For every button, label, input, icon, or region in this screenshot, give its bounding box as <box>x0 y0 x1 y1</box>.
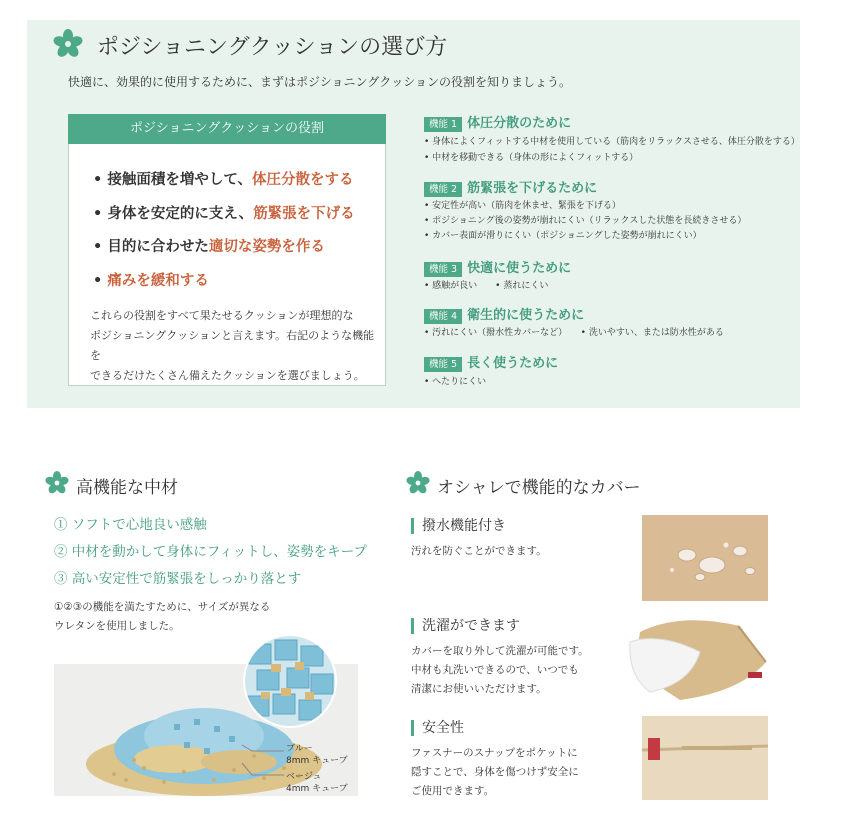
material-point: ① ソフトで心地良い感触 <box>54 517 207 533</box>
function-item: • カバー表面が滑りにくい（ポジショニングした姿勢が崩れにくい） <box>424 231 702 241</box>
cover-feature-title: 洗濯ができます <box>411 618 520 634</box>
legend-lines <box>240 735 290 785</box>
function-2 <box>424 177 597 196</box>
cover-feature-title: 安全性 <box>411 720 464 736</box>
flower-icon <box>44 470 70 496</box>
role-box-text: これらの役割をすべて果たせるクッションが理想的な ポジショニングクッションと言えます。右記のような機能を できるだけたくさん備えたクッションを選びましょう。 <box>90 309 375 382</box>
material-point: ② 中材を動かして身体にフィットし、姿勢をキープ <box>54 544 368 560</box>
cover-feature-desc: ファスナーのスナップをポケットに 隠すことで、身体を傷つけず安全に ご使用できます。 <box>411 747 579 797</box>
material-note: ①②③の機能を満たすために、サイズが異なる ウレタンを使用しました。 <box>54 601 271 632</box>
role-item: • 目的に合わせた適切な姿勢を作る <box>93 239 325 255</box>
function-item: • ポジショニング後の姿勢が崩れにくい（リラックスした状態を長続きさせる） <box>424 216 747 226</box>
material-title: 高機能な中材 <box>76 478 178 498</box>
washable-cover-image <box>620 612 768 704</box>
function-title: 衛生的に使うために <box>467 308 585 323</box>
role-box-header: ポジショニングクッションの役割 <box>68 114 386 144</box>
cover-title: オシャレで機能的なカバー <box>437 478 641 498</box>
function-item: • 安定性が高い（筋肉を休ませ、緊張を下げる） <box>424 201 621 211</box>
function-item: • 身体によくフィットする中材を使用している（筋肉をリラックスさせる、体圧分散をする） <box>424 137 800 147</box>
function-item: • 汚れにくい（撥水性カバーなど） • 洗いやすい、または防水性がある <box>424 328 724 338</box>
legend-blue: ブルー 8mm キューブ <box>286 744 348 766</box>
material-point: ③ 高い安定性で筋緊張をしっかり落とす <box>54 571 302 587</box>
function-item: • 感触が良い • 蒸れにくい <box>424 281 549 291</box>
function-badge: 機能 5 <box>424 357 462 372</box>
zipper-image <box>642 716 768 800</box>
cover-feature-desc: カバーを取り外して洗濯が可能です。 中材も丸洗いできるので、いつでも 清潔にお使いいただけます。 <box>411 645 589 695</box>
page-subtitle: 快適に、効果的に使用するために、まずはポジショニングクッションの役割を知りましょう。 <box>68 75 571 89</box>
legend-beige: ベージュ 4mm キューブ <box>286 772 348 794</box>
function-badge: 機能 1 <box>424 117 462 132</box>
function-title: 体圧分散のために <box>467 116 572 131</box>
function-4 <box>424 304 584 323</box>
function-title: 長く使うために <box>467 356 559 371</box>
function-title: 筋緊張を下げるために <box>467 181 598 196</box>
role-item: • 身体を安定的に支え、筋緊張を下げる <box>93 206 355 222</box>
role-item: • 接触面積を増やして、体圧分散をする <box>93 172 354 188</box>
function-item: • 中材を移動できる（身体の形によくフィットする） <box>424 153 639 163</box>
page-title: ポジショニングクッションの選び方 <box>97 35 448 60</box>
function-title: 快適に使うために <box>467 261 572 276</box>
function-badge: 機能 3 <box>424 262 462 277</box>
function-badge: 機能 4 <box>424 309 462 324</box>
role-item: • 痛みを緩和する <box>93 273 209 289</box>
function-5 <box>424 352 558 371</box>
flower-icon <box>52 28 84 60</box>
foam-closeup-image <box>243 634 337 728</box>
cover-feature-desc: 汚れを防ぐことができます。 <box>411 545 547 557</box>
flower-icon <box>405 470 431 496</box>
function-1 <box>424 112 571 131</box>
function-3 <box>424 257 571 276</box>
function-item: • へたりにくい <box>424 377 487 387</box>
cover-feature-title: 撥水機能付き <box>411 518 506 534</box>
function-badge: 機能 2 <box>424 182 462 197</box>
water-repellent-image <box>642 515 768 601</box>
